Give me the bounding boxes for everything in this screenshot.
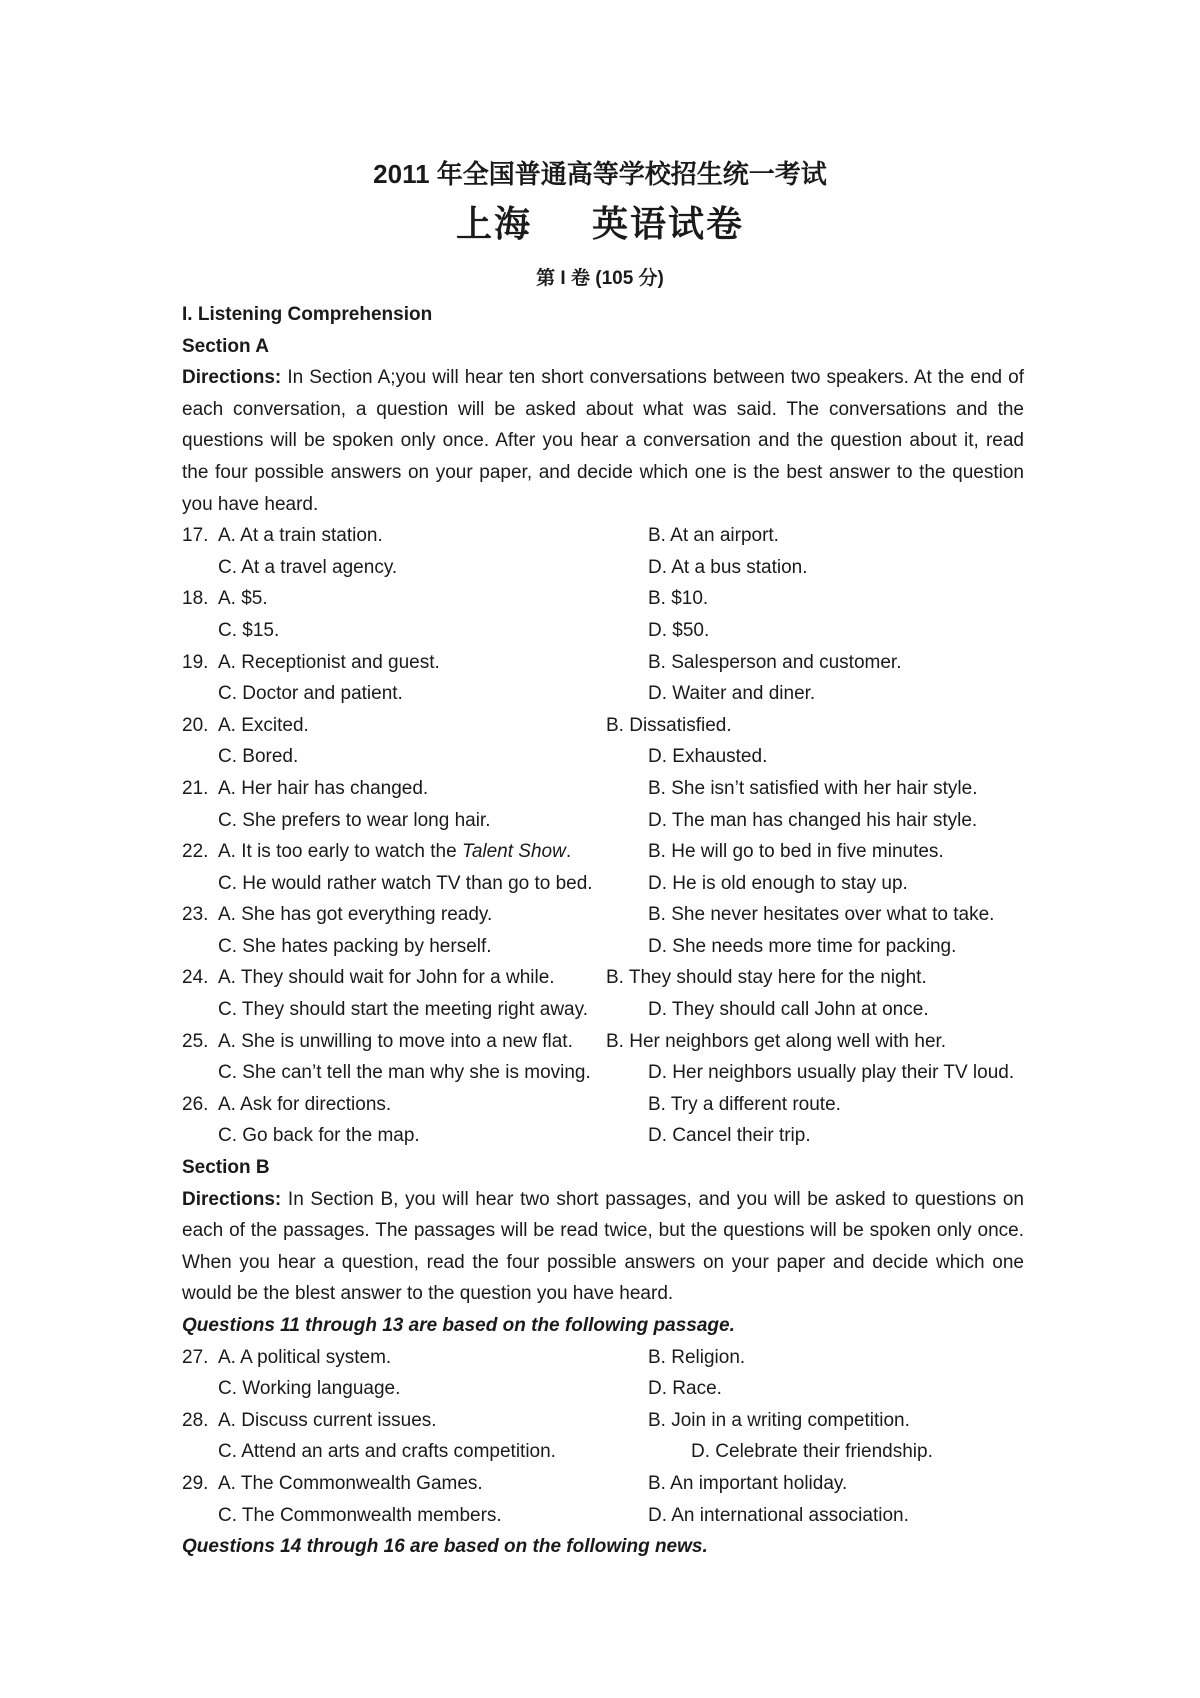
- option-c: C. She can’t tell the man why she is moving.: [218, 1062, 591, 1084]
- option-a-end: .: [565, 841, 572, 863]
- option-d: D. He is old enough to stay up.: [648, 872, 908, 894]
- option-a: A. Her hair has changed.: [218, 777, 429, 799]
- option-a: A. They should wait for John for a while.: [218, 967, 555, 989]
- option-b: B. Salesperson and customer.: [648, 651, 902, 673]
- question-row: [182, 1089, 1024, 1121]
- option-b: B. At an airport.: [648, 525, 779, 547]
- option-b: B. She never hesitates over what to take.: [648, 904, 995, 926]
- option-a-text: A. It is too early to watch the: [218, 841, 462, 863]
- question-number: 24.: [182, 967, 209, 989]
- question-group-heading: Questions 11 through 13 are based on the following passage.: [182, 1315, 735, 1336]
- question-row: [182, 899, 1024, 931]
- question-number: 27.: [182, 1346, 209, 1368]
- option-b: B. She isn’t satisfied with her hair style.: [648, 777, 978, 799]
- option-d: D. At a bus station.: [648, 556, 808, 578]
- question-number: 25.: [182, 1030, 209, 1052]
- question-row: [182, 836, 1024, 868]
- question-row: [182, 1026, 1024, 1058]
- option-b: B. He will go to bed in five minutes.: [648, 841, 944, 863]
- option-a: A. At a train station.: [218, 525, 383, 547]
- exam-title: 2011 年全国普通高等学校招生统一考试: [373, 159, 827, 189]
- exam-subtitle: [0, 202, 1200, 246]
- option-c: C. They should start the meeting right away.: [218, 999, 588, 1021]
- option-c: C. He would rather watch TV than go to bed.: [218, 872, 593, 894]
- question-row: [182, 1436, 1024, 1468]
- directions-text: In Section B, you will hear two short passages, and you will be asked to questions on each of the passages. The passages will be read twice, but the questions will be spoken only once. When you hear a question, read the four possible answers on your paper and decide which one would be the blest answer to the question you have heard.: [182, 1188, 1024, 1305]
- option-c: C. The Commonwealth members.: [218, 1504, 502, 1526]
- option-a: A. The Commonwealth Games.: [218, 1472, 483, 1494]
- option-a: [218, 836, 571, 868]
- question-row: [182, 1500, 1024, 1532]
- question-row: [182, 615, 1024, 647]
- section-b-directions: [182, 1184, 1024, 1310]
- question-row: [182, 520, 1024, 552]
- option-d: D. Cancel their trip.: [648, 1125, 811, 1147]
- directions-text: In Section A;you will hear ten short conversations between two speakers. At the end of each conversation, a question will be asked about what was said. The conversations and the questions will be spoken only once. After you hear a conversation and the question about it, read the four possible answers on your paper, and decide which one is the best answer to the question you have heard.: [182, 367, 1024, 515]
- question-row: [182, 962, 1024, 994]
- question-row: [182, 552, 1024, 584]
- option-c: C. At a travel agency.: [218, 556, 398, 578]
- question-row: [182, 1120, 1024, 1152]
- directions-label: Directions:: [182, 367, 282, 389]
- part-label: 第 I 卷 (105 分): [536, 268, 664, 289]
- question-row: [182, 1373, 1024, 1405]
- directions-label: Directions:: [182, 1188, 282, 1210]
- section-a-heading: Section A: [182, 335, 269, 357]
- option-c: C. Go back for the map.: [218, 1125, 420, 1147]
- option-b: B. Her neighbors get along well with her.: [606, 1030, 947, 1052]
- option-c: C. She hates packing by herself.: [218, 935, 492, 957]
- option-d: D. An international association.: [648, 1504, 909, 1526]
- option-a: A. She is unwilling to move into a new flat.: [218, 1030, 573, 1052]
- question-row: [182, 1057, 1024, 1089]
- option-a: A. She has got everything ready.: [218, 904, 493, 926]
- question-row: [182, 678, 1024, 710]
- option-c: C. She prefers to wear long hair.: [218, 809, 491, 831]
- question-number: 20.: [182, 714, 209, 736]
- question-row: [182, 931, 1024, 963]
- option-d: D. They should call John at once.: [648, 999, 929, 1021]
- question-row: [182, 1342, 1024, 1374]
- question-number: 17.: [182, 525, 209, 547]
- option-a: A. Ask for directions.: [218, 1093, 392, 1115]
- option-b: B. Religion.: [648, 1346, 746, 1368]
- option-d: D. $50.: [648, 619, 710, 641]
- subtitle-region: 上海: [455, 203, 532, 244]
- question-row: [182, 773, 1024, 805]
- option-b: B. Try a different route.: [648, 1093, 841, 1115]
- part-heading: I. Listening Comprehension: [182, 304, 433, 325]
- question-row: [182, 741, 1024, 773]
- question-number: 23.: [182, 904, 209, 926]
- option-a: A. A political system.: [218, 1346, 392, 1368]
- question-number: 21.: [182, 777, 209, 799]
- question-number: 26.: [182, 1093, 209, 1115]
- option-a: A. Excited.: [218, 714, 309, 736]
- question-number: 28.: [182, 1409, 209, 1431]
- option-c: C. Working language.: [218, 1378, 401, 1400]
- section-b-heading: Section B: [182, 1157, 270, 1179]
- question-row: [182, 805, 1024, 837]
- question-row: [182, 1468, 1024, 1500]
- question-row: [182, 583, 1024, 615]
- question-number: 18.: [182, 588, 209, 610]
- question-row: [182, 710, 1024, 742]
- question-row: [182, 994, 1024, 1026]
- question-number: 19.: [182, 651, 209, 673]
- option-d: D. Her neighbors usually play their TV loud.: [648, 1062, 1015, 1084]
- show-title: Talent Show: [461, 841, 566, 863]
- option-a: A. Receptionist and guest.: [218, 651, 440, 673]
- option-b: B. They should stay here for the night.: [606, 967, 927, 989]
- option-c: C. Doctor and patient.: [218, 683, 403, 705]
- option-d: D. The man has changed his hair style.: [648, 809, 978, 831]
- option-b: B. Join in a writing competition.: [648, 1409, 910, 1431]
- option-d: D. She needs more time for packing.: [648, 935, 957, 957]
- option-d: D. Waiter and diner.: [648, 683, 816, 705]
- option-d: D. Exhausted.: [648, 746, 768, 768]
- option-c: C. Bored.: [218, 746, 299, 768]
- question-number: 22.: [182, 841, 209, 863]
- question-row: [182, 868, 1024, 900]
- option-b: B. $10.: [648, 588, 709, 610]
- question-row: [182, 1405, 1024, 1437]
- exam-content: [182, 299, 1024, 1563]
- option-d: D. Celebrate their friendship.: [691, 1441, 933, 1463]
- question-number: 29.: [182, 1472, 209, 1494]
- question-group-heading: Questions 14 through 16 are based on the following news.: [182, 1536, 708, 1558]
- option-a: A. Discuss current issues.: [218, 1409, 437, 1431]
- section-a-directions: [182, 362, 1024, 520]
- option-d: D. Race.: [648, 1378, 722, 1400]
- option-b: B. Dissatisfied.: [606, 714, 732, 736]
- option-c: C. Attend an arts and crafts competition.: [218, 1441, 556, 1463]
- option-b: B. An important holiday.: [648, 1472, 848, 1494]
- option-a: A. $5.: [218, 588, 268, 610]
- question-row: [182, 647, 1024, 679]
- option-c: C. $15.: [218, 619, 280, 641]
- subtitle-paper: 英语试卷: [592, 203, 745, 244]
